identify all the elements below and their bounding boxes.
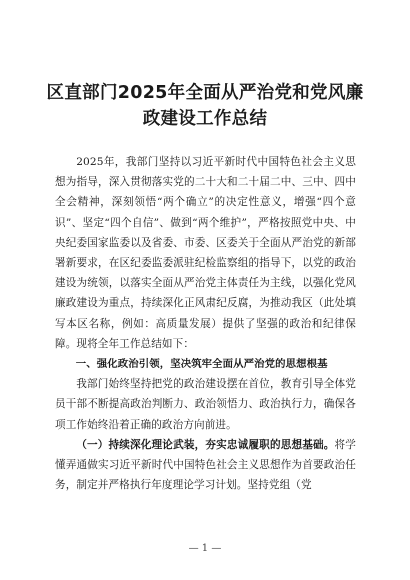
page-number: — 1 — [188, 543, 222, 554]
document-title [40, 80, 370, 132]
subsection-1-paragraph [55, 435, 356, 496]
intro-paragraph: 2025年，我部门坚持以习近平新时代中国特色社会主义思想为指导，深入贯彻落实党的二十大和二十届二中、三中、四中全会精神，深刻领悟“两个确立”的决定性意义，增强“四个意识”、坚定“四个自信”、做到“两个维护”，严格按照党中央、中央纪委国家监委以及省委、市委、区委关于全面从严治党的新部署新要求，在区纪委监委派驻纪检监察组的指导下，以党的政治建设为统领，以落实全面从严治党主体责任为主线，以强化党风廉政建设为重点，持续深化正风肃纪反腐，为推动我区（此处填写本区名称，例如：高质量发展）提供了坚强的政治和纪律保障。现将全年工作总结如下： [55, 156, 356, 350]
section-1-paragraph: 我部门始终坚持把党的政治建设摆在首位，教育引导全体党员干部不断提高政治判断力、政治领悟力、政治执行力，确保各项工作始终沿着正确的政治方向前进。 [55, 378, 356, 431]
title-line-2: 政建设工作总结 [142, 109, 268, 129]
subsection-1-heading: （一）持续深化理论武装，夯实忠诚履职的思想基础。 [76, 438, 335, 451]
document-body [55, 152, 356, 495]
section-heading-1: 一、强化政治引领，坚决筑牢全面从严治党的思想根基 [75, 358, 328, 371]
title-line-1: 区直部门2025年全面从严治党和党风廉 [46, 83, 364, 103]
subsection-1-text: 将学懂弄通做实习近平新时代中国特色社会主义思想作为首要政治任务，制定并严格执行年度理论学习计划。坚持党组（党 [55, 438, 356, 492]
